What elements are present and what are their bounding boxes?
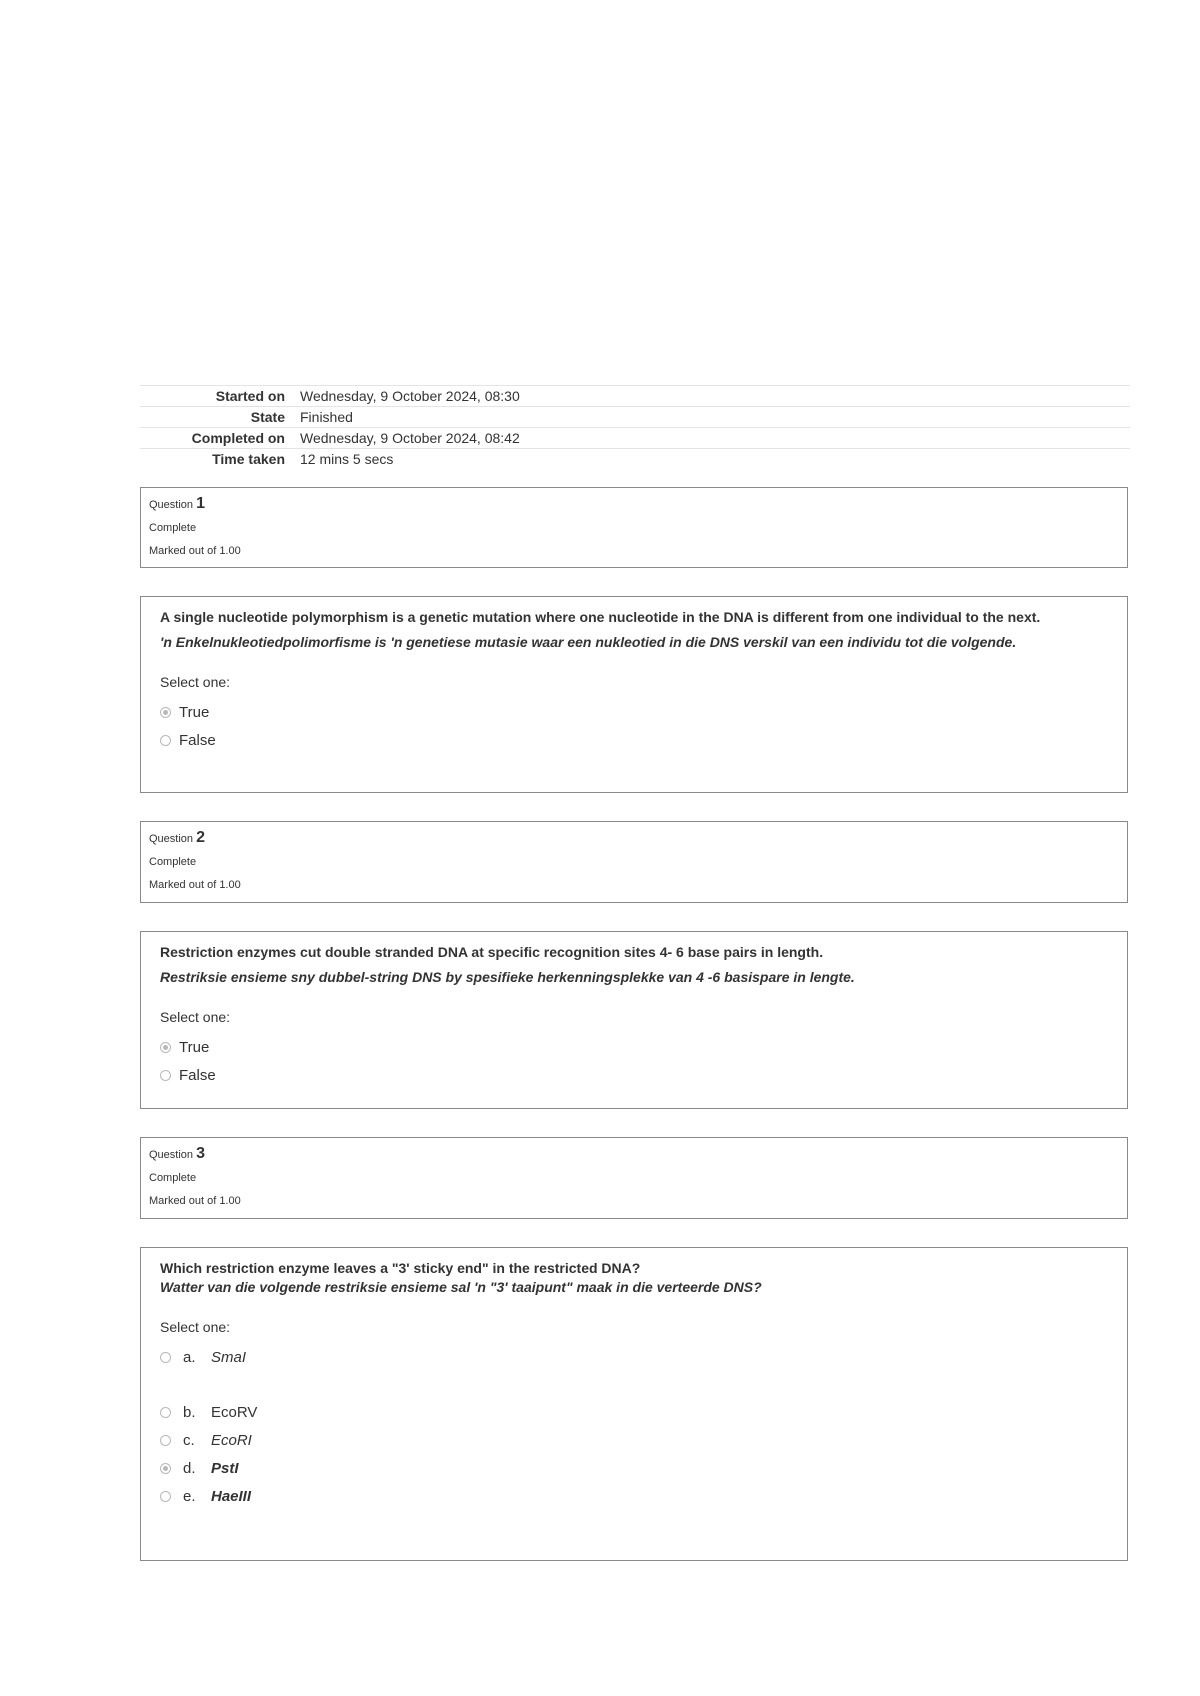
question-state: Complete xyxy=(149,1172,197,1184)
answer-label: False xyxy=(179,731,216,749)
answer-label: False xyxy=(179,1066,216,1084)
answer-label: SmaI xyxy=(211,1348,247,1366)
summary-row-time-taken xyxy=(140,449,1130,470)
answer-label: EcoRV xyxy=(211,1403,258,1421)
answer-label: PstI xyxy=(211,1459,239,1477)
answer-label: True xyxy=(179,703,210,721)
summary-value: Finished xyxy=(300,407,1130,428)
select-one-prompt: Select one: xyxy=(160,674,231,690)
radio-unchecked-icon[interactable] xyxy=(160,735,171,746)
radio-unchecked-icon[interactable] xyxy=(160,1352,171,1363)
question-state: Complete xyxy=(149,522,197,534)
question-label: Question xyxy=(149,833,194,845)
answer-option-true[interactable] xyxy=(160,1038,1109,1056)
question-state: Complete xyxy=(149,856,197,868)
question-3-info xyxy=(140,1137,1128,1219)
question-number xyxy=(149,1146,1127,1163)
summary-row-completed xyxy=(140,428,1130,449)
radio-checked-icon[interactable] xyxy=(160,707,171,718)
question-grade: Marked out of 1.00 xyxy=(149,879,241,891)
summary-value: Wednesday, 9 October 2024, 08:30 xyxy=(300,386,1130,407)
question-number-value: 2 xyxy=(196,829,205,846)
question-number-value: 1 xyxy=(196,495,205,512)
question-grade: Marked out of 1.00 xyxy=(149,1195,241,1207)
option-letter: d. xyxy=(183,1459,196,1477)
answer-option-e[interactable] xyxy=(160,1487,1109,1505)
summary-value: Wednesday, 9 October 2024, 08:42 xyxy=(300,428,1130,449)
option-letter: c. xyxy=(183,1431,195,1449)
option-letter: b. xyxy=(183,1403,196,1421)
question-2-content xyxy=(140,931,1128,1109)
radio-checked-icon[interactable] xyxy=(160,1463,171,1474)
question-text-english: Restriction enzymes cut double stranded DNA at specific recognition sites 4- 6 base pairs in length. xyxy=(160,944,824,960)
radio-unchecked-icon[interactable] xyxy=(160,1435,171,1446)
answer-label: True xyxy=(179,1038,210,1056)
answer-option-false[interactable] xyxy=(160,1066,1109,1084)
question-text-afrikaans: Watter van die volgende restriksie ensieme sal 'n "3' taaipunt" maak in die verteerde DNS? xyxy=(160,1279,762,1295)
answer-option-a[interactable] xyxy=(160,1348,1109,1366)
question-text-afrikaans: Restriksie ensieme sny dubbel-string DNS by spesifieke herkenningsplekke van 4 -6 basispare in lengte. xyxy=(160,969,855,985)
summary-value: 12 mins 5 secs xyxy=(300,449,1130,470)
question-1-content xyxy=(140,596,1128,793)
question-number xyxy=(149,830,1127,847)
answer-option-d[interactable] xyxy=(160,1459,1109,1477)
attempt-summary-table xyxy=(140,385,1130,469)
answer-option-true[interactable] xyxy=(160,703,1109,721)
question-number xyxy=(149,496,1127,513)
summary-label: Completed on xyxy=(140,428,300,449)
summary-row-started xyxy=(140,386,1130,407)
question-text-afrikaans: 'n Enkelnukleotiedpolimorfisme is 'n genetiese mutasie waar een nukleotied in die DNS verskil van een individu tot die volgende. xyxy=(160,634,1017,650)
radio-unchecked-icon[interactable] xyxy=(160,1070,171,1081)
summary-label: Started on xyxy=(140,386,300,407)
question-text-english: Which restriction enzyme leaves a "3' sticky end" in the restricted DNA? xyxy=(160,1260,641,1276)
question-label: Question xyxy=(149,1149,194,1161)
summary-row-state xyxy=(140,407,1130,428)
radio-checked-icon[interactable] xyxy=(160,1042,171,1053)
question-label: Question xyxy=(149,499,194,511)
question-text-english: A single nucleotide polymorphism is a genetic mutation where one nucleotide in the DNA is different from one individual to the next. xyxy=(160,609,1041,625)
question-grade: Marked out of 1.00 xyxy=(149,545,241,557)
summary-label: Time taken xyxy=(140,449,300,470)
answer-label: HaeIII xyxy=(211,1487,252,1505)
option-letter: a. xyxy=(183,1348,196,1366)
question-3-content xyxy=(140,1247,1128,1561)
question-1-info xyxy=(140,487,1128,568)
summary-label: State xyxy=(140,407,300,428)
option-letter: e. xyxy=(183,1487,196,1505)
answer-option-false[interactable] xyxy=(160,731,1109,749)
radio-unchecked-icon[interactable] xyxy=(160,1491,171,1502)
question-2-info xyxy=(140,821,1128,903)
select-one-prompt: Select one: xyxy=(160,1009,231,1025)
question-number-value: 3 xyxy=(196,1145,205,1162)
select-one-prompt: Select one: xyxy=(160,1319,231,1335)
answer-label: EcoRI xyxy=(211,1431,252,1449)
radio-unchecked-icon[interactable] xyxy=(160,1407,171,1418)
answer-option-c[interactable] xyxy=(160,1431,1109,1449)
answer-option-b[interactable] xyxy=(160,1403,1109,1421)
